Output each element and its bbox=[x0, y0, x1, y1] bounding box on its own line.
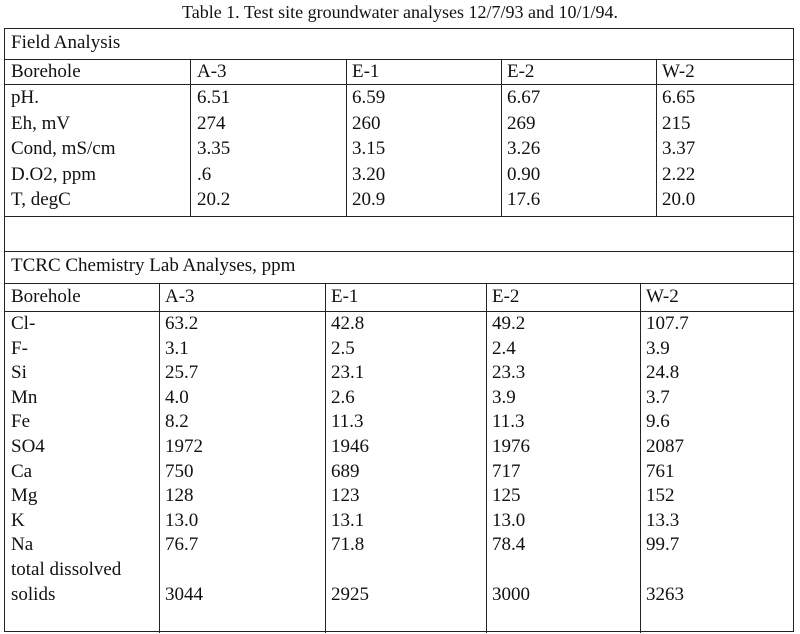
lab-analysis-title: TCRC Chemistry Lab Analyses, ppm bbox=[11, 255, 296, 276]
divider bbox=[5, 283, 793, 284]
column-divider bbox=[346, 59, 347, 216]
field-analysis-title: Field Analysis bbox=[11, 32, 121, 53]
table-cell: 215 bbox=[662, 112, 691, 134]
table-cell: 3.20 bbox=[352, 163, 386, 185]
table-cell: 42.8 bbox=[331, 313, 365, 334]
row-label: F- bbox=[11, 337, 28, 359]
table-cell: 3.1 bbox=[165, 337, 189, 359]
table-cell: 13.0 bbox=[165, 509, 199, 531]
row-label: Eh, mV bbox=[11, 112, 71, 134]
table-cell: 3.7 bbox=[646, 386, 670, 408]
table-cell: 20.9 bbox=[352, 189, 386, 210]
table-cell: 24.8 bbox=[646, 362, 680, 384]
row-label: Mn bbox=[11, 386, 38, 408]
table-cell: 11.3 bbox=[331, 411, 364, 433]
table-cell: 11.3 bbox=[492, 411, 525, 433]
table-cell: 2.5 bbox=[331, 337, 355, 359]
table-cell: 274 bbox=[197, 112, 226, 134]
table-cell: 750 bbox=[165, 460, 194, 482]
header-cell: A-3 bbox=[165, 286, 195, 307]
table-cell: 761 bbox=[646, 460, 675, 482]
column-divider bbox=[159, 283, 160, 633]
table-cell: 1976 bbox=[492, 436, 530, 457]
column-divider bbox=[640, 283, 641, 633]
row-label: Si bbox=[11, 362, 27, 384]
table-cell: 13.3 bbox=[646, 509, 680, 531]
table-cell: 269 bbox=[507, 112, 536, 134]
divider bbox=[5, 84, 793, 85]
row-label: Fe bbox=[11, 411, 30, 433]
column-divider bbox=[325, 283, 326, 633]
table-cell: 6.65 bbox=[662, 87, 696, 108]
row-label: Cl- bbox=[11, 313, 36, 334]
row-label: pH. bbox=[11, 87, 39, 108]
row-label: T, degC bbox=[11, 189, 71, 210]
table-cell: 260 bbox=[352, 112, 381, 134]
table-cell: 2925 bbox=[331, 584, 369, 605]
table-cell: 4.0 bbox=[165, 386, 189, 408]
column-divider bbox=[656, 59, 657, 216]
table-cell: 17.6 bbox=[507, 189, 541, 210]
column-divider bbox=[190, 59, 191, 216]
table-cell: 8.2 bbox=[165, 411, 189, 433]
divider bbox=[5, 216, 793, 217]
header-cell: E-1 bbox=[331, 286, 359, 307]
header-cell: W-2 bbox=[646, 286, 679, 307]
table-cell: 25.7 bbox=[165, 362, 199, 384]
row-label: solids bbox=[11, 584, 56, 605]
table-cell: 23.1 bbox=[331, 362, 365, 384]
table-cell: 3.15 bbox=[352, 138, 386, 159]
header-cell-label: Borehole bbox=[11, 286, 81, 307]
table-cell: 6.67 bbox=[507, 87, 541, 108]
row-label: K bbox=[11, 509, 25, 531]
header-cell: E-2 bbox=[492, 286, 520, 307]
table-cell: 3.35 bbox=[197, 138, 231, 159]
column-divider bbox=[501, 59, 502, 216]
table-cell: 2.6 bbox=[331, 386, 355, 408]
table-cell: 123 bbox=[331, 485, 360, 507]
table-cell: 107.7 bbox=[646, 313, 689, 334]
table-cell: 6.51 bbox=[197, 87, 231, 108]
table-cell: 3263 bbox=[646, 584, 684, 605]
table-cell: 3.9 bbox=[492, 386, 516, 408]
column-divider bbox=[486, 283, 487, 633]
table-cell: 63.2 bbox=[165, 313, 199, 334]
table-cell: 20.0 bbox=[662, 189, 696, 210]
table-cell: 3000 bbox=[492, 584, 530, 605]
table-cell: 128 bbox=[165, 485, 194, 507]
divider bbox=[5, 251, 793, 252]
table-cell: 76.7 bbox=[165, 534, 199, 556]
table-cell: 152 bbox=[646, 485, 675, 507]
table-cell: 78.4 bbox=[492, 534, 526, 556]
table-cell: 717 bbox=[492, 460, 521, 482]
table-cell: 99.7 bbox=[646, 534, 680, 556]
table-cell: 13.0 bbox=[492, 509, 526, 531]
table-cell: 2.22 bbox=[662, 163, 696, 185]
header-cell: E-1 bbox=[352, 61, 380, 82]
row-label: Cond, mS/cm bbox=[11, 138, 116, 159]
table-cell: 71.8 bbox=[331, 534, 365, 556]
table-cell: 9.6 bbox=[646, 411, 670, 433]
table-cell: 20.2 bbox=[197, 189, 231, 210]
row-label: Ca bbox=[11, 460, 33, 482]
header-cell: W-2 bbox=[662, 61, 695, 82]
table-cell: 23.3 bbox=[492, 362, 526, 384]
divider bbox=[5, 311, 793, 312]
row-label: D.O2, ppm bbox=[11, 163, 96, 185]
table-cell: 3.37 bbox=[662, 138, 696, 159]
table-cell: 49.2 bbox=[492, 313, 526, 334]
table-cell: 2087 bbox=[646, 436, 684, 457]
table-cell: 1946 bbox=[331, 436, 369, 457]
table-cell: 689 bbox=[331, 460, 360, 482]
table-cell: 2.4 bbox=[492, 337, 516, 359]
table-caption: Table 1. Test site groundwater analyses 12/7/93 and 10/1/94. bbox=[181, 2, 619, 22]
row-label: SO4 bbox=[11, 436, 45, 457]
table-cell: 0.90 bbox=[507, 163, 541, 185]
header-cell: E-2 bbox=[507, 61, 535, 82]
table-cell: 13.1 bbox=[331, 509, 365, 531]
table-cell: 3.26 bbox=[507, 138, 541, 159]
row-label: Mg bbox=[11, 485, 38, 507]
table-cell: 125 bbox=[492, 485, 521, 507]
groundwater-table bbox=[4, 28, 794, 632]
header-cell-label: Borehole bbox=[11, 61, 81, 82]
divider bbox=[5, 59, 793, 60]
table-cell: 3.9 bbox=[646, 337, 670, 359]
row-label: total dissolved bbox=[11, 559, 122, 580]
table-cell: .6 bbox=[197, 163, 212, 185]
table-cell: 3044 bbox=[165, 584, 203, 605]
header-cell: A-3 bbox=[197, 61, 227, 82]
table-cell: 1972 bbox=[165, 436, 203, 457]
table-cell: 6.59 bbox=[352, 87, 386, 108]
row-label: Na bbox=[11, 534, 34, 556]
